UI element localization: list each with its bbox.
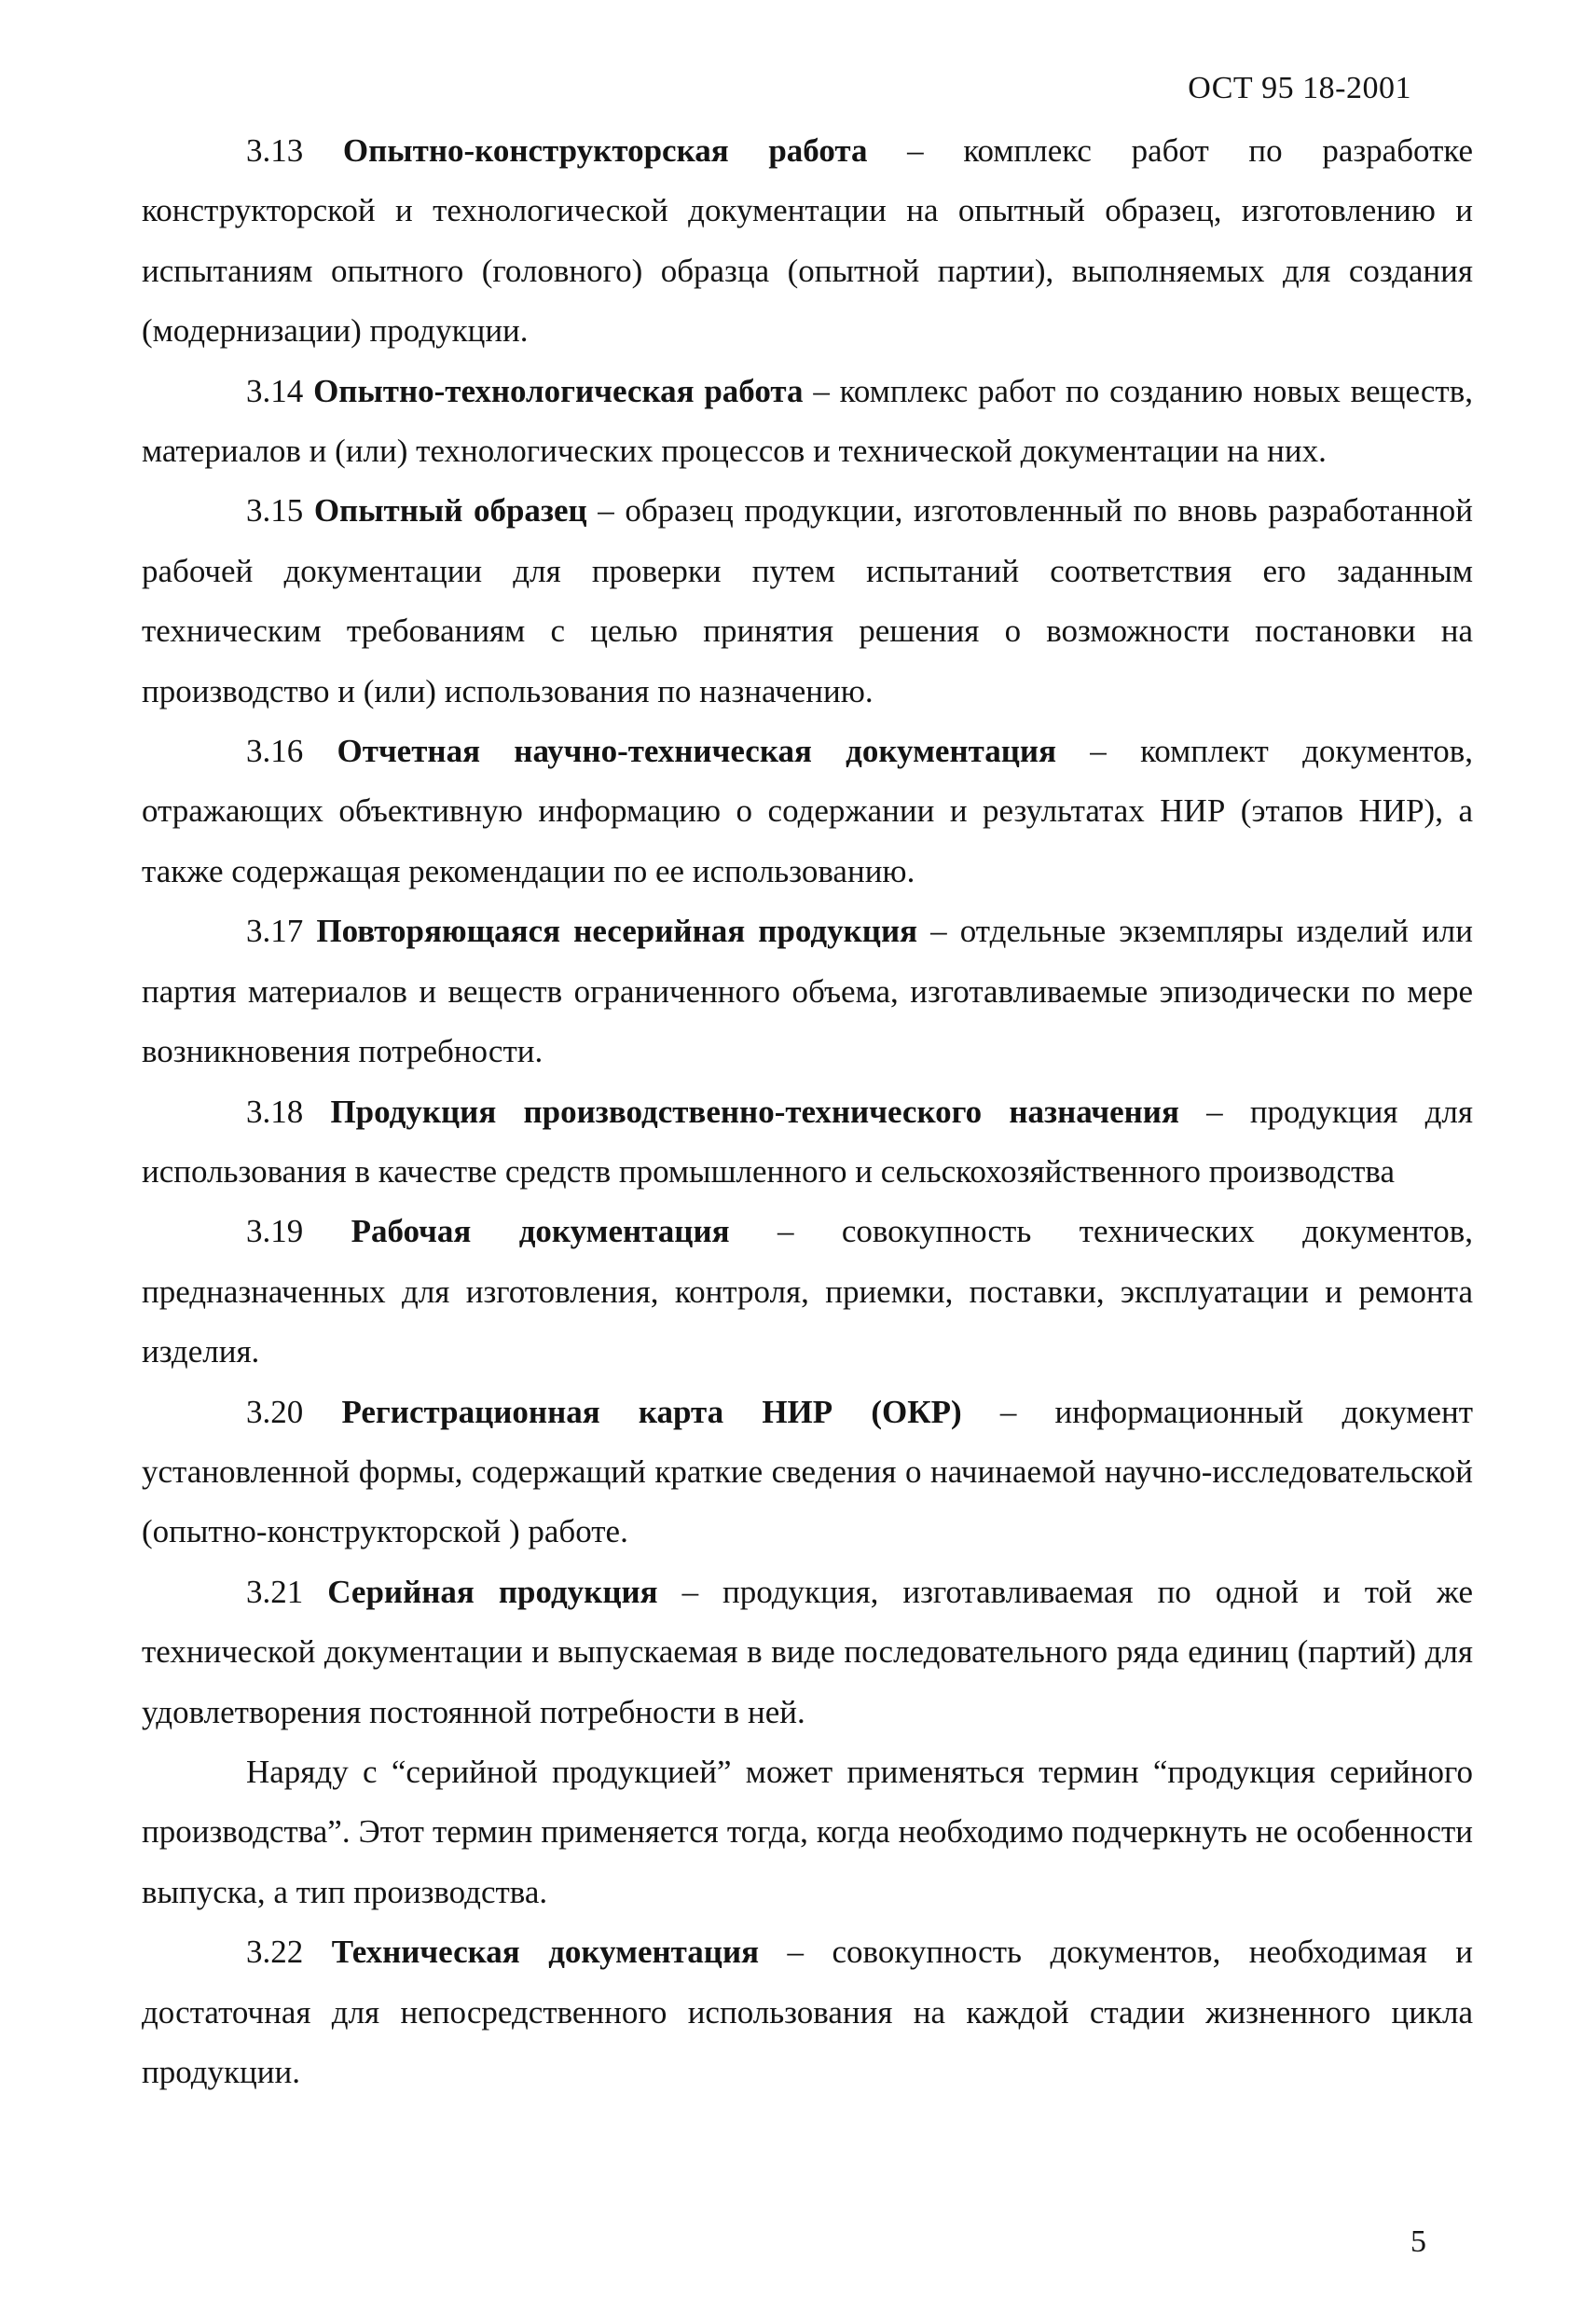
- defined-term: Продукция производственно-технического назначения: [330, 1093, 1179, 1130]
- page-number: 5: [1410, 2224, 1426, 2259]
- clause-number: 3.20: [246, 1393, 304, 1430]
- definition-text: – образец продукции, изготовленный по вновь разработанной рабочей документации для проверки путем испытаний соответствия его заданным техническим требованиям с целью принятия решения о возможности постановки на производство и (или) использования по назначению.: [142, 492, 1473, 709]
- definition-3-13: [142, 121, 1473, 362]
- document-code-header: ОСТ 95 18-2001: [1188, 71, 1411, 105]
- definition-text: – информационный документ установленной формы, содержащий краткие сведения о начинаемой научно-исследовательской (опытно-конструкторской ) работе.: [142, 1393, 1474, 1550]
- definition-3-18: [142, 1082, 1473, 1203]
- definition-3-16: [142, 722, 1473, 902]
- definition-text: – отдельные экземпляры изделий или партия материалов и веществ ограниченного объема, изготавливаемые эпизодически по мере возникновения потребности.: [142, 913, 1474, 1070]
- defined-term: Опытный образец: [313, 492, 587, 530]
- defined-term: Опытно-технологическая работа: [313, 372, 804, 409]
- definition-text: – совокупность технических документов, предназначенных для изготовления, контроля, приемки, поставки, эксплуатации и ремонта изделия.: [142, 1213, 1474, 1370]
- defined-term: Техническая документация: [331, 1934, 760, 1971]
- definition-text: – продукция для использования в качестве средств промышленного и сельскохозяйственного производства: [142, 1093, 1473, 1190]
- clause-number: 3.19: [246, 1213, 304, 1250]
- defined-term: Отчетная научно-техническая документация: [337, 733, 1057, 770]
- clause-number: 3.17: [246, 913, 304, 950]
- definition-text: – продукция, изготавливаемая по одной и той же технической документации и выпускаемая в виде последовательного ряда единиц (партий) для удовлетворения постоянной потребности в ней.: [142, 1573, 1473, 1730]
- definition-3-17: [142, 902, 1473, 1081]
- definition-3-15: [142, 481, 1473, 722]
- definition-3-19: [142, 1202, 1473, 1382]
- clause-number: 3.14: [246, 372, 304, 409]
- definition-text: – совокупность документов, необходимая и достаточная для непосредственного использования на каждой стадии жизненного цикла продукции.: [142, 1934, 1474, 2090]
- clause-number: 3.16: [246, 733, 304, 770]
- note-serial-production: [142, 1742, 1473, 1922]
- defined-term: Регистрационная карта НИР (ОКР): [341, 1393, 962, 1430]
- note-text: Наряду с “серийной продукцией” может применяться термин “продукция серийного производства”. Этот термин применяется тогда, когда необходимо подчеркнуть не особенности выпуска, а тип производства.: [142, 1753, 1473, 1910]
- definition-3-21: [142, 1563, 1473, 1742]
- clause-number: 3.13: [246, 132, 304, 169]
- document-body: [142, 121, 1473, 2102]
- clause-number: 3.22: [246, 1934, 304, 1971]
- definition-3-20: [142, 1383, 1473, 1563]
- defined-term: Рабочая документация: [351, 1213, 730, 1250]
- defined-term: Повторяющаяся несерийная продукция: [316, 913, 918, 950]
- clause-number: 3.15: [246, 492, 304, 530]
- definition-3-14: [142, 362, 1473, 482]
- definition-text: – комплект документов, отражающих объективную информацию о содержании и результатах НИР (этапов НИР), а также содержащая рекомендации по ее использованию.: [142, 733, 1473, 889]
- clause-number: 3.18: [246, 1093, 304, 1130]
- defined-term: Опытно-конструкторская работа: [342, 132, 868, 169]
- defined-term: Серийная продукция: [327, 1573, 658, 1610]
- definition-text: – комплекс работ по разработке конструкторской и технологической документации на опытный образец, изготовлению и испытаниям опытного (головного) образца (опытной партии), выполняемых для создания (модернизации) продукции.: [142, 132, 1474, 350]
- definition-text: – комплекс работ по созданию новых веществ, материалов и (или) технологических процессов и технической документации на них.: [142, 372, 1473, 470]
- clause-number: 3.21: [246, 1573, 304, 1610]
- definition-3-22: [142, 1922, 1473, 2102]
